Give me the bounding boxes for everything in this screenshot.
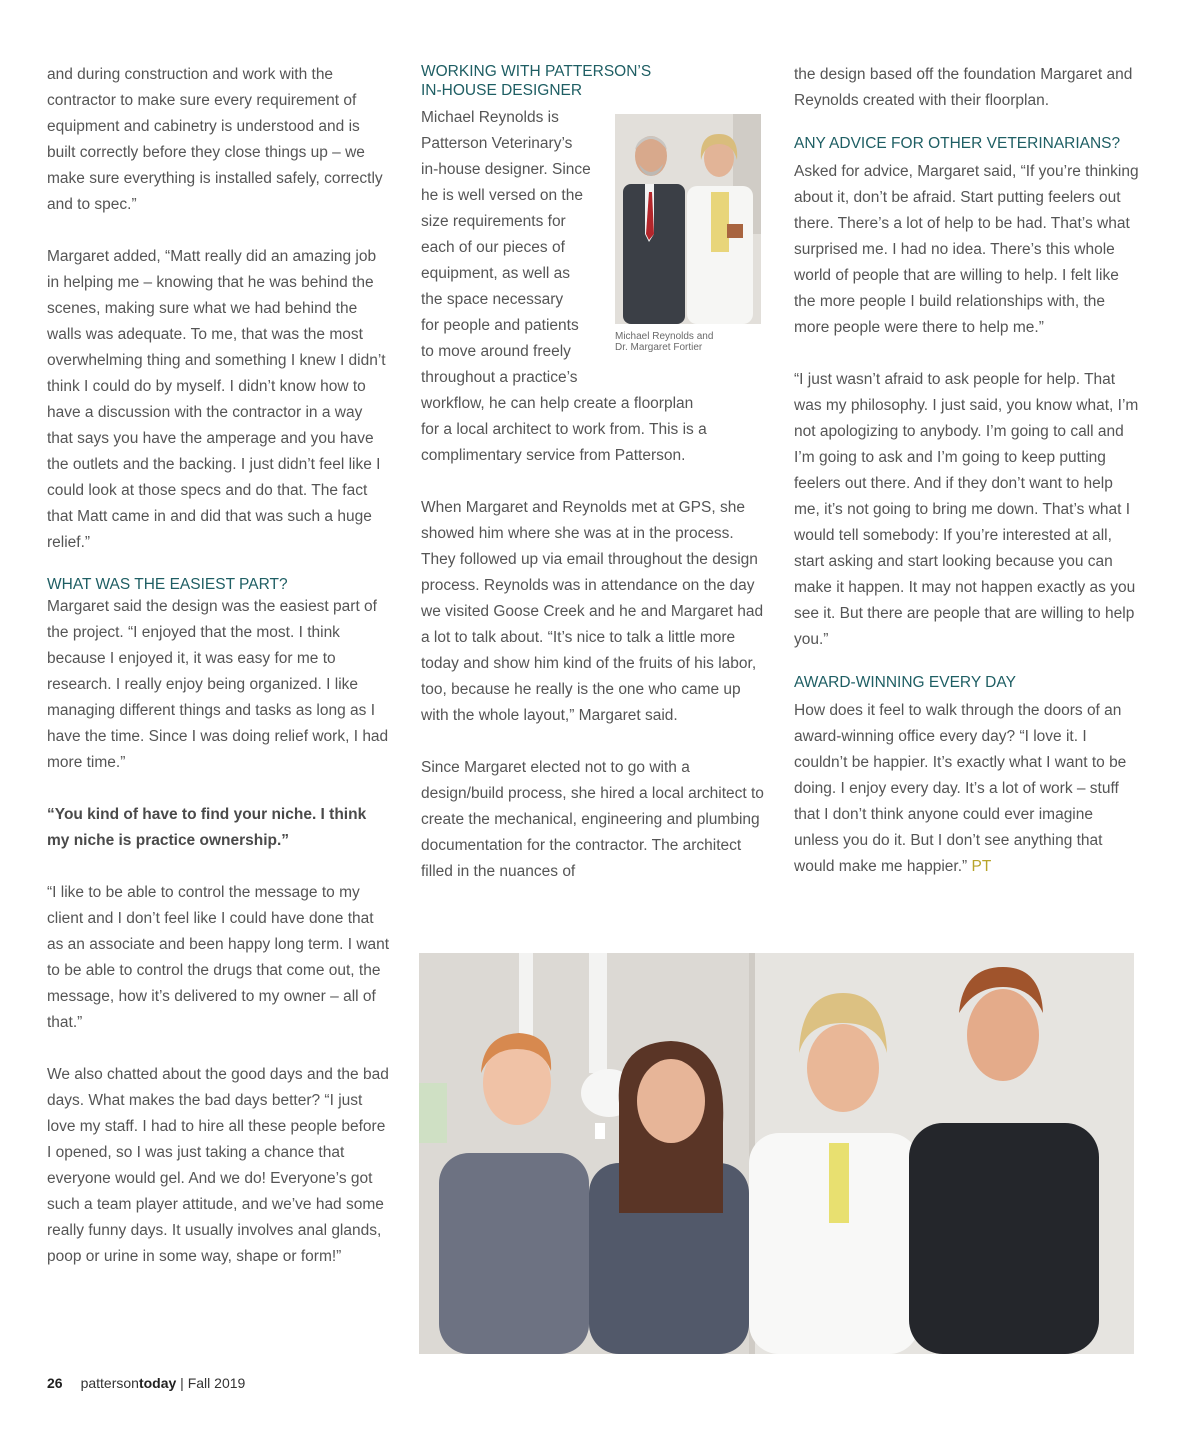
text-line: for people and patients [421, 317, 579, 334]
text-line: workflow, he can help create a floorplan [421, 395, 694, 412]
column-left [47, 62, 392, 1270]
text-line: complimentary service from Patterson. [421, 447, 686, 464]
text-line: throughout a practice’s [421, 369, 578, 386]
team-illustration [419, 953, 1134, 1354]
text-line: in-house designer. Since [421, 161, 591, 178]
pull-quote: “You kind of have to find your niche. I think my niche is practice ownership.” [47, 806, 367, 849]
text-line: Patterson Veterinary’s [421, 135, 573, 152]
brand-light: patterson [80, 1375, 139, 1391]
paragraph: Since Margaret elected not to go with a design/build process, she hired a local architect to create the mechanical, engineering and plumbing documentation for the contractor. The architect filled in the nuances of [421, 759, 764, 880]
paragraph: Margaret said the design was the easiest part of the project. “I enjoyed that the most. I think because I enjoyed it, it was easy for me to research. I really enjoy being organized. I like managing different things and tasks as long as I have the time. Since I was doing relief work, I had more time.” [47, 598, 389, 771]
page-footer [47, 1374, 245, 1392]
paragraph: We also chatted about the good days and the bad days. What makes the bad days better? “I just love my staff. I had to hire all these people before I opened, so I was just taking a chance that everyone would gel. And we do! Everyone’s got such a team player attitude, and we’ve had some really funny days. It usually involves anal glands, poop or urine in some way, shape or form!” [47, 1066, 389, 1265]
text-line: the space necessary [421, 291, 564, 308]
text-line: equipment, as well as [421, 265, 571, 282]
paragraph: “I like to be able to control the message to my client and I don’t feel like I could have done that as an associate and been happy long term. I want to be able to control the drugs that come out, the message, how it’s delivered to my owner – all of that.” [47, 884, 390, 1031]
portrait-illustration [615, 114, 761, 324]
text-line: each of our pieces of [421, 239, 565, 256]
paragraph-text: How does it feel to walk through the doors of an award-winning office every day? “I love it. I couldn’t be happier. It’s exactly what I want to be doing. I enjoy every day. It’s a lot of work – stuff that I don’t think anyone could ever imagine unless you do it. But I don’t see anything that would make me happier.” [794, 702, 1127, 875]
heading-line: WORKING WITH PATTERSON’S [421, 63, 652, 80]
text-line: size requirements for [421, 213, 566, 230]
section-heading-easiest-part: WHAT WAS THE EASIEST PART? [47, 576, 288, 593]
heading-line: IN-HOUSE DESIGNER [421, 82, 583, 99]
column-right [794, 62, 1139, 880]
paragraph-final [794, 698, 1139, 880]
text-line: he is well versed on the [421, 187, 583, 204]
photo-caption [615, 331, 765, 353]
end-mark-pt: PT [971, 858, 992, 875]
brand-bold: today [138, 1375, 177, 1391]
section-heading-advice: ANY ADVICE FOR OTHER VETERINARIANS? [794, 135, 1121, 152]
photo-team [419, 953, 1134, 1354]
section-heading-designer [421, 62, 766, 100]
page-number: 26 [47, 1375, 63, 1391]
section-heading-award: AWARD-WINNING EVERY DAY [794, 674, 1016, 691]
paragraph: the design based off the foundation Margaret and Reynolds created with their floorplan. [794, 66, 1133, 109]
caption-line: Michael Reynolds and [615, 331, 714, 342]
paragraph: and during construction and work with the contractor to make sure every requirement of equipment and cabinetry is understood and is built correctly before they close things up – we make sure everything is installed safely, correctly and to spec.” [47, 66, 383, 213]
text-line: for a local architect to work from. This is a [421, 421, 707, 438]
text-line: to move around freely [421, 343, 571, 360]
paragraph: Margaret added, “Matt really did an amazing job in helping me – knowing that he was behind the scenes, making sure what we had behind the walls was adequate. To me, that was the most overwhelming thing and something I knew I didn’t think I could do by myself. I didn’t know how to have a discussion with the contractor in a way that says you have the amperage and you have the outlets and the backing. I just didn’t feel like I could look at those specs and do that. The fact that Matt came in and did that was such a huge relief.” [47, 248, 386, 551]
paragraph: “I just wasn’t afraid to ask people for help. That was my philosophy. I just said, you know what, I’m not apologizing to anybody. I’m going to call and I’m going to ask and I’m going to keep putting feelers out there. And if they don’t want to help me, it’s not going to bring me down. That’s what I would tell somebody: If you’re interested at all, start asking and start looking because you can make it happen. It may not happen exactly as you see it. But there are people that are willing to help you.” [794, 371, 1139, 648]
paragraph: When Margaret and Reynolds met at GPS, she showed him where she was at in the process. They followed up via email throughout the design process. Reynolds was in attendance on the day we visited Goose Creek and he and Margaret had a lot to talk about. “It’s nice to talk a little more today and show him kind of the fruits of his labor, too, because he really is the one who came up with the whole layout,” Margaret said. [421, 499, 764, 724]
issue-label: | Fall 2019 [176, 1375, 246, 1391]
photo-reynolds-fortier [615, 114, 761, 324]
paragraph: Asked for advice, Margaret said, “If you’re thinking about it, don’t be afraid. Start putting feelers out there. There’s a lot of help to be had. That’s what surprised me. I had no idea. There’s this whole world of people that are willing to help. I felt like the more people I build relationships with, the more people were there to help me.” [794, 163, 1139, 336]
caption-line: Dr. Margaret Fortier [615, 342, 703, 353]
text-line: Michael Reynolds is [421, 109, 559, 126]
